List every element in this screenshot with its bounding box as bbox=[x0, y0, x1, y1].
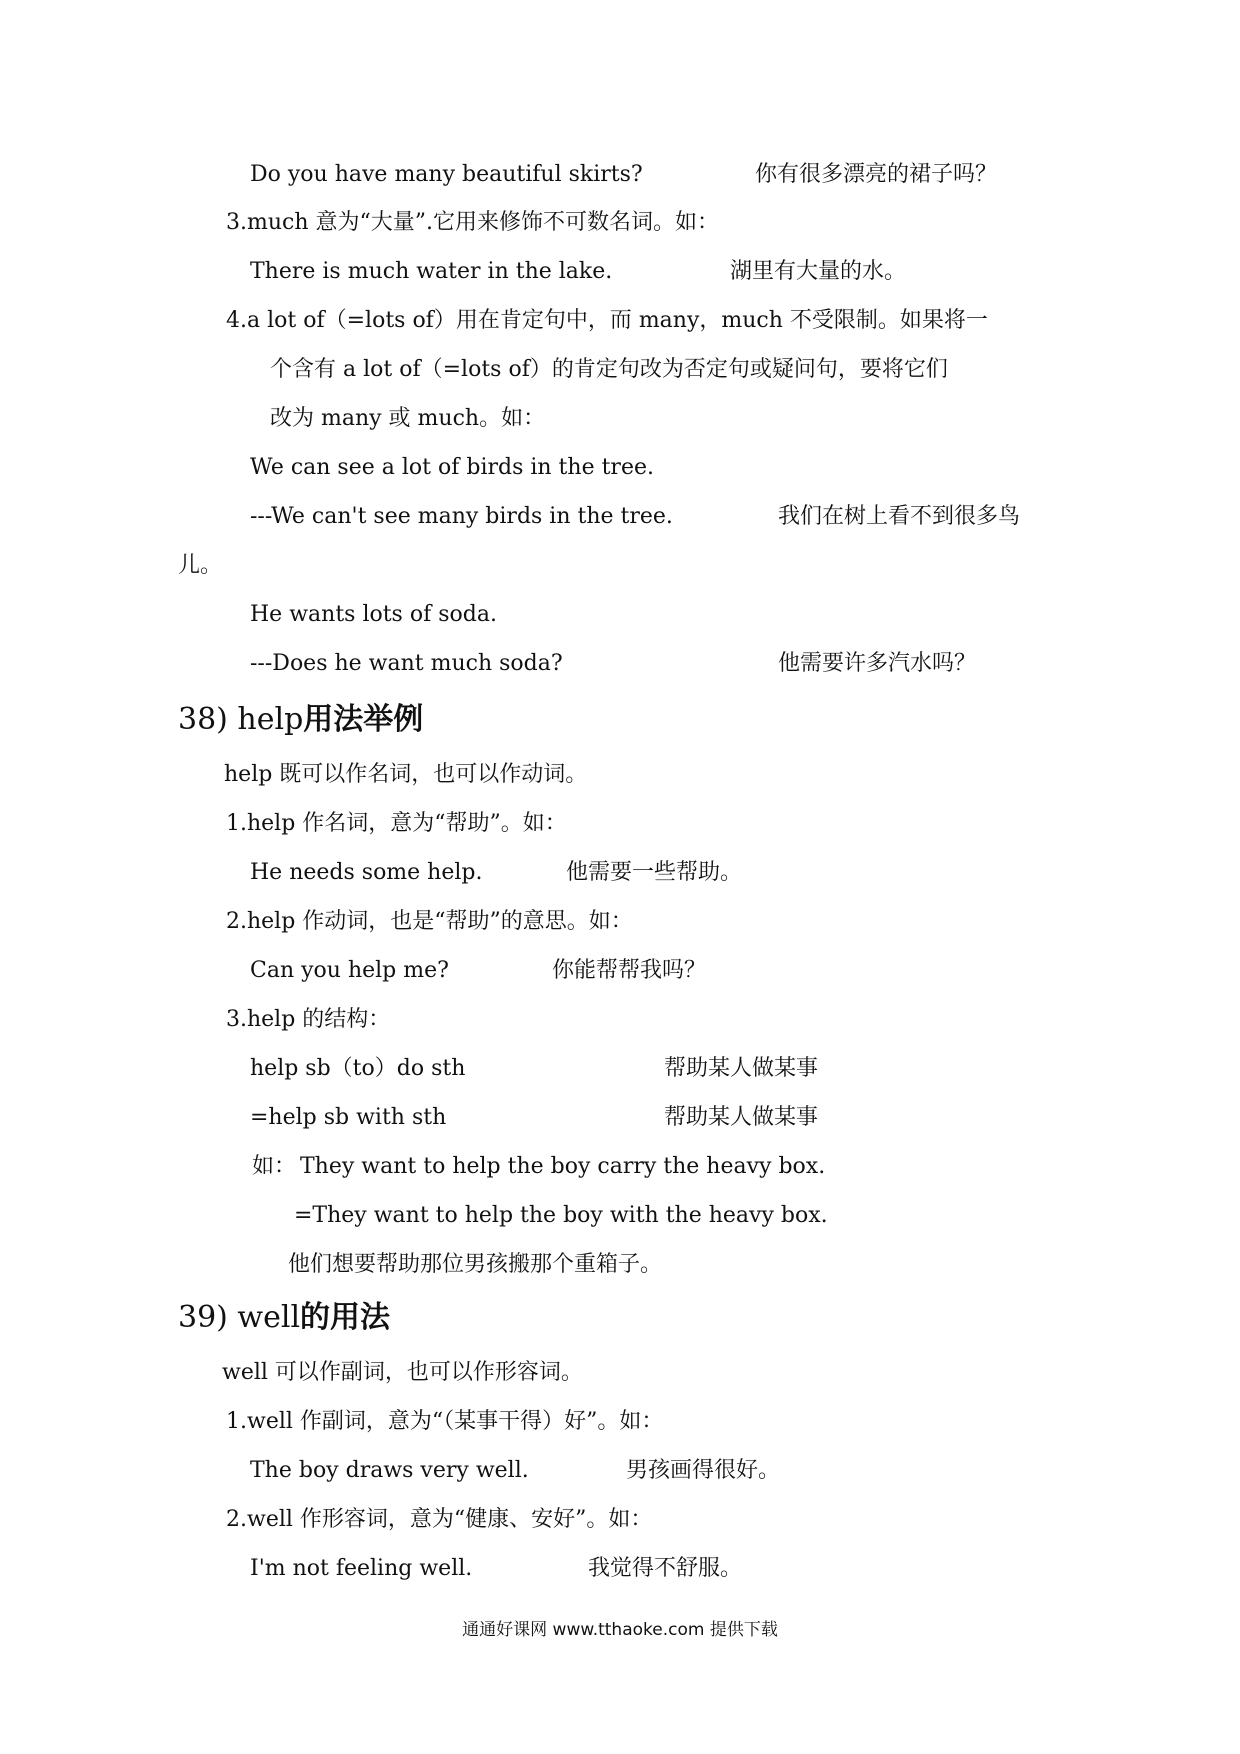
example-english: =They want to help the boy with the heavy box. bbox=[294, 1203, 828, 1228]
section-39-intro: well 可以作副词，也可以作形容词。 bbox=[222, 1360, 583, 1385]
point-help-structure: 3.help 的结构： bbox=[226, 1007, 391, 1032]
structure-chinese: 帮助某人做某事 bbox=[664, 1105, 819, 1130]
example-chinese: 你有很多漂亮的裙子吗？ bbox=[755, 162, 998, 187]
example-english: They want to help the boy carry the heavy box. bbox=[300, 1154, 826, 1179]
section-38-intro: help 既可以作名词，也可以作动词。 bbox=[224, 762, 588, 787]
example-english: The boy draws very well. bbox=[250, 1458, 529, 1483]
example-english: He needs some help. bbox=[250, 860, 483, 885]
point-a-lot-of-cont: 个含有 a lot of（=lots of）的肯定句改为否定句或疑问句，要将它们 bbox=[270, 357, 948, 382]
structure-chinese: 帮助某人做某事 bbox=[664, 1056, 819, 1081]
point-well-adverb: 1.well 作副词，意为“（某事干得）好”。如： bbox=[226, 1409, 664, 1434]
example-english: Do you have many beautiful skirts? bbox=[250, 162, 643, 187]
point-help-noun: 1.help 作名词，意为“帮助”。如： bbox=[226, 811, 567, 836]
example-english: I'm not feeling well. bbox=[250, 1556, 473, 1581]
section-38-heading bbox=[178, 700, 423, 740]
example-english: He wants lots of soda. bbox=[250, 602, 497, 627]
section-38-number: 38) help bbox=[178, 702, 304, 737]
example-chinese: 我们在树上看不到很多鸟 bbox=[778, 504, 1021, 529]
structure-english: help sb（to）do sth bbox=[250, 1056, 466, 1081]
example-chinese: 他需要一些帮助。 bbox=[566, 860, 743, 885]
example-chinese: 男孩画得很好。 bbox=[626, 1458, 781, 1483]
section-39-title: 的用法 bbox=[300, 1300, 391, 1335]
example-chinese: 他需要许多汽水吗？ bbox=[778, 651, 977, 676]
page-footer: 通通好课网 www.tthaoke.com 提供下载 bbox=[462, 1620, 778, 1640]
structure-english: =help sb with sth bbox=[250, 1105, 447, 1130]
section-39-heading bbox=[178, 1298, 390, 1338]
point-a-lot-of: 4.a lot of（=lots of）用在肯定句中，而 many，much 不受限制。如果将一 bbox=[226, 308, 988, 333]
point-much: 3.much 意为“大量”.它用来修饰不可数名词。如： bbox=[226, 210, 719, 235]
example-label: 如： bbox=[252, 1154, 297, 1179]
point-help-verb: 2.help 作动词，也是“帮助”的意思。如： bbox=[226, 909, 633, 934]
section-38-title: 用法举例 bbox=[303, 702, 424, 737]
section-39-number: 39) well bbox=[178, 1300, 301, 1335]
example-chinese: 我觉得不舒服。 bbox=[588, 1556, 743, 1581]
example-chinese-wrap: 儿。 bbox=[178, 553, 223, 578]
example-english: We can see a lot of birds in the tree. bbox=[250, 455, 654, 480]
point-well-adjective: 2.well 作形容词，意为“健康、安好”。如： bbox=[226, 1507, 653, 1532]
example-english: There is much water in the lake. bbox=[250, 259, 613, 284]
example-chinese: 他们想要帮助那位男孩搬那个重箱子。 bbox=[288, 1252, 663, 1277]
example-chinese: 湖里有大量的水。 bbox=[730, 259, 907, 284]
example-chinese: 你能帮帮我吗？ bbox=[552, 958, 707, 983]
example-english: Can you help me? bbox=[250, 958, 449, 983]
example-english: ---We can't see many birds in the tree. bbox=[250, 504, 673, 529]
example-english: ---Does he want much soda? bbox=[250, 651, 563, 676]
point-a-lot-of-cont: 改为 many 或 much。如： bbox=[270, 406, 546, 431]
